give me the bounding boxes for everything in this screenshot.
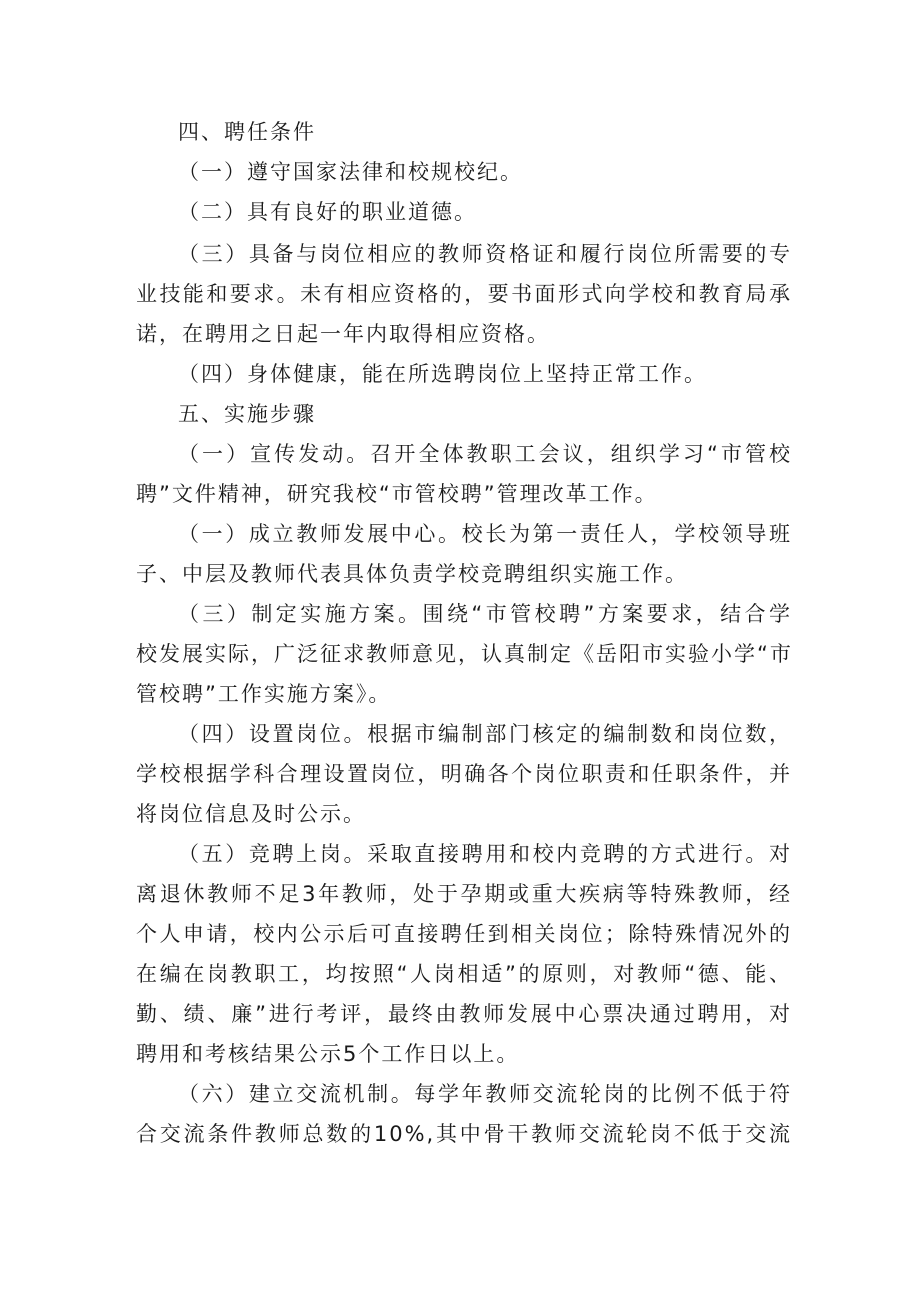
paragraph-line: （三）制定实施方案。围绕“市管校聘”方案要求，结合学 bbox=[178, 602, 792, 626]
paragraph-line: 合交流条件教师总数的10%,其中骨干教师交流轮岗不低于交流 bbox=[136, 1122, 792, 1146]
paragraph-line: 聘”文件精神，研究我校“市管校聘”管理改革工作。 bbox=[136, 482, 658, 506]
paragraph-line: 业技能和要求。未有相应资格的，要书面形式向学校和教育局承 bbox=[136, 282, 792, 306]
paragraph-line: 诺，在聘用之日起一年内取得相应资格。 bbox=[136, 322, 550, 346]
paragraph-line: 聘用和考核结果公示5个工作日以上。 bbox=[136, 1042, 520, 1066]
paragraph-line: 将岗位信息及时公示。 bbox=[136, 802, 366, 826]
paragraph-line: 个人申请，校内公示后可直接聘任到相关岗位；除特殊情况外的 bbox=[136, 922, 792, 946]
paragraph-line: （一）成立教师发展中心。校长为第一责任人，学校领导班 bbox=[178, 522, 792, 546]
section-heading-5: 五、实施步骤 bbox=[178, 402, 316, 426]
paragraph-line: （一）遵守国家法律和校规校纪。 bbox=[178, 160, 523, 184]
paragraph-line: 学校根据学科合理设置岗位，明确各个岗位职责和任职条件，并 bbox=[136, 762, 792, 786]
paragraph-line: （六）建立交流机制。每学年教师交流轮岗的比例不低于符 bbox=[178, 1082, 792, 1106]
paragraph-line: 在编在岗教职工，均按照“人岗相适”的原则，对教师“德、能、 bbox=[136, 962, 792, 986]
paragraph-line: （三）具备与岗位相应的教师资格证和履行岗位所需要的专 bbox=[178, 242, 792, 266]
paragraph-line: 子、中层及教师代表具体负责学校竞聘组织实施工作。 bbox=[136, 562, 688, 586]
paragraph-line: （一）宣传发动。召开全体教职工会议，组织学习“市管校 bbox=[178, 442, 792, 466]
paragraph-line: 校发展实际，广泛征求教师意见，认真制定《岳阳市实验小学“市 bbox=[136, 642, 793, 666]
paragraph-line: 离退休教师不足3年教师，处于孕期或重大疾病等特殊教师，经 bbox=[136, 882, 792, 906]
paragraph-line: （四）设置岗位。根据市编制部门核定的编制数和岗位数， bbox=[178, 722, 792, 746]
paragraph-line: 勤、绩、廉”进行考评，最终由教师发展中心票决通过聘用，对 bbox=[136, 1002, 792, 1026]
paragraph-line: （五）竞聘上岗。采取直接聘用和校内竞聘的方式进行。对 bbox=[178, 842, 792, 866]
paragraph-line: （二）具有良好的职业道德。 bbox=[178, 200, 477, 224]
paragraph-line: 管校聘”工作实施方案》。 bbox=[136, 682, 392, 706]
paragraph-line: （四）身体健康，能在所选聘岗位上坚持正常工作。 bbox=[178, 362, 707, 386]
section-heading-4: 四、聘任条件 bbox=[178, 120, 316, 144]
